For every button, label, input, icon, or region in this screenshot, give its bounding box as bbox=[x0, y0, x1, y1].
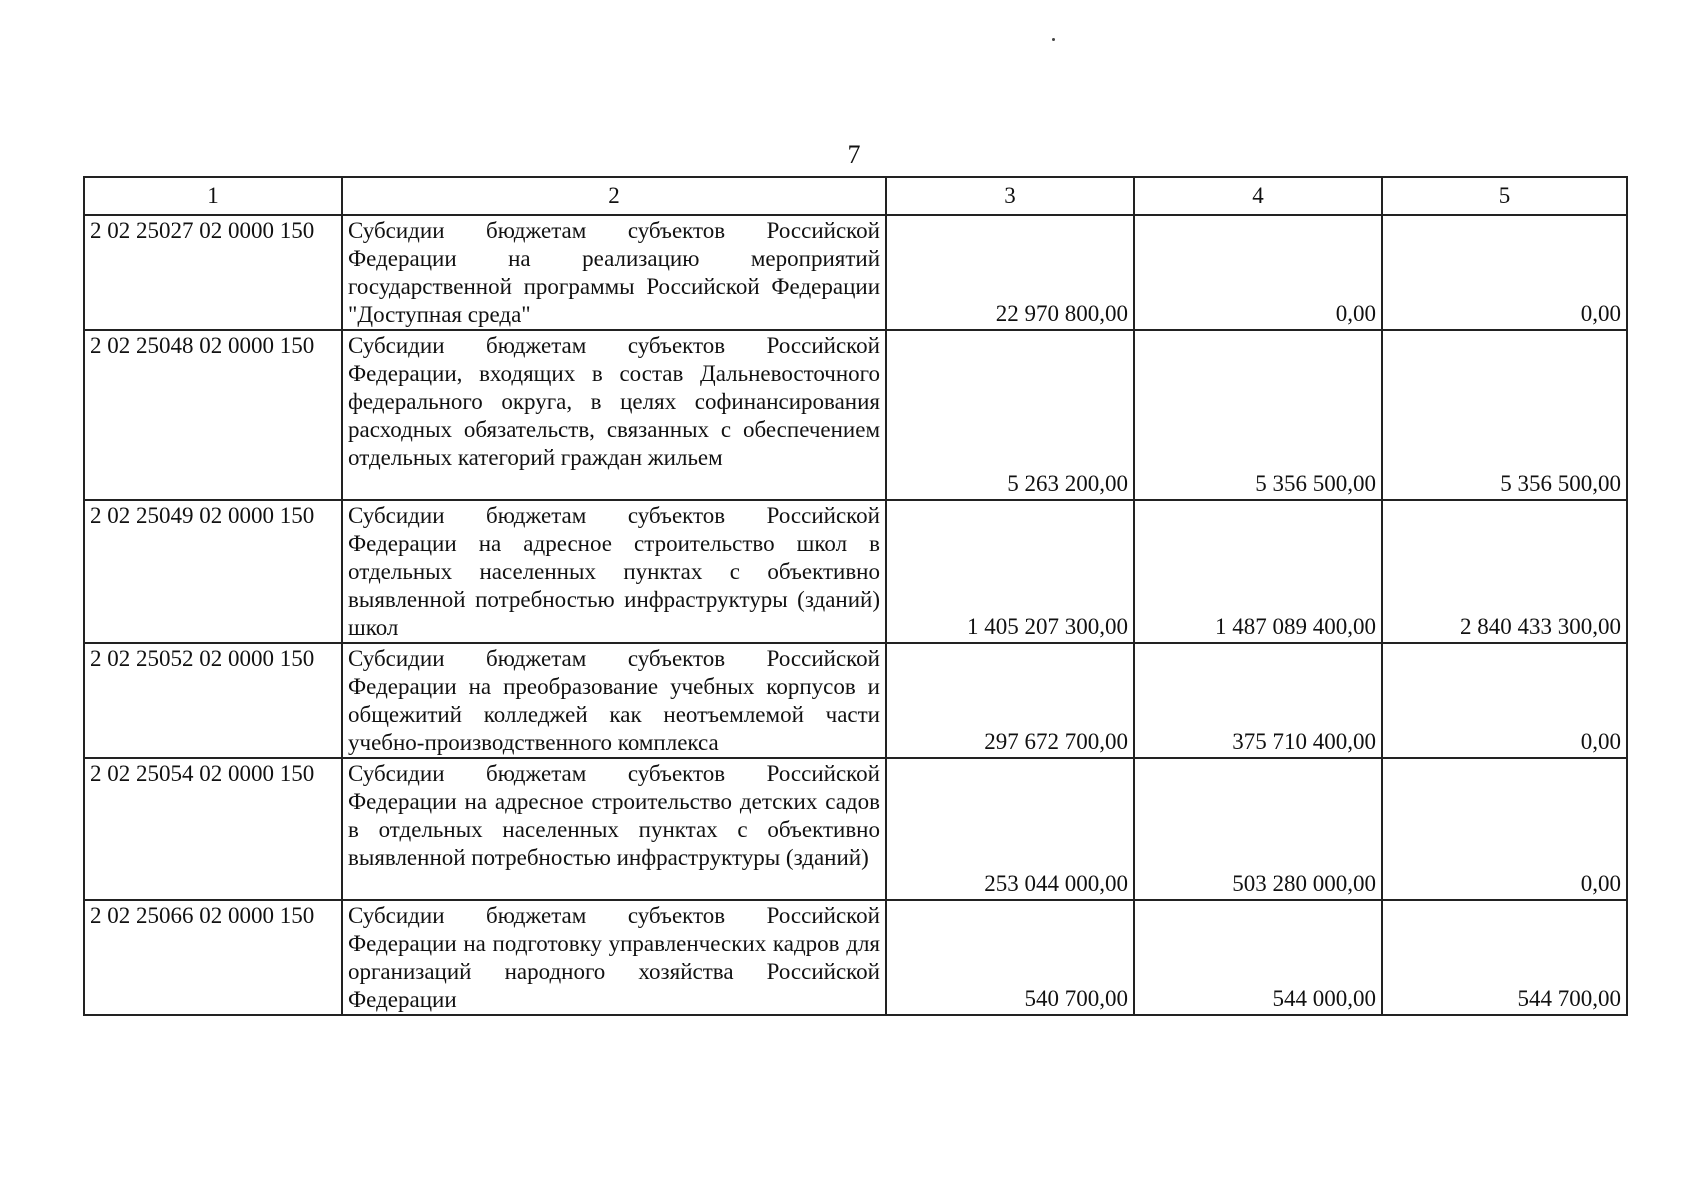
row-description: Субсидии бюджетам субъектов Российской Федерации на адресное строительство детских садов в отдельных населенных пунктах с объективно выявленной потребностью инфраструктуры (зданий) bbox=[342, 758, 886, 900]
table-row bbox=[84, 500, 1627, 643]
row-code: 2 02 25066 02 0000 150 bbox=[84, 900, 342, 1015]
row-amount-col5: 0,00 bbox=[1382, 215, 1627, 330]
row-amount-col3: 22 970 800,00 bbox=[886, 215, 1134, 330]
table-row bbox=[84, 215, 1627, 330]
row-amount-col5: 544 700,00 bbox=[1382, 900, 1627, 1015]
budget-table bbox=[83, 176, 1628, 1016]
table-row bbox=[84, 330, 1627, 500]
row-code: 2 02 25049 02 0000 150 bbox=[84, 500, 342, 643]
row-description: Субсидии бюджетам субъектов Российской Федерации, входящих в состав Дальневосточного федерального округа, в целях софинансирования расходных обязательств, связанных с обеспечением отдельных категорий граждан жильем bbox=[342, 330, 886, 500]
header-col-4: 4 bbox=[1134, 177, 1382, 215]
row-description: Субсидии бюджетам субъектов Российской Федерации на реализацию мероприятий государственной программы Российской Федерации "Доступная среда" bbox=[342, 215, 886, 330]
row-description: Субсидии бюджетам субъектов Российской Федерации на преобразование учебных корпусов и общежитий колледжей как неотъемлемой части учебно-производственного комплекса bbox=[342, 643, 886, 758]
row-code: 2 02 25054 02 0000 150 bbox=[84, 758, 342, 900]
page-number: 7 bbox=[847, 140, 861, 169]
row-amount-col5: 2 840 433 300,00 bbox=[1382, 500, 1627, 643]
header-col-3: 3 bbox=[886, 177, 1134, 215]
row-code: 2 02 25027 02 0000 150 bbox=[84, 215, 342, 330]
row-amount-col3: 297 672 700,00 bbox=[886, 643, 1134, 758]
row-amount-col3: 540 700,00 bbox=[886, 900, 1134, 1015]
header-col-1: 1 bbox=[84, 177, 342, 215]
table-header-row bbox=[84, 177, 1627, 215]
scan-speck bbox=[1052, 38, 1055, 41]
row-amount-col5: 5 356 500,00 bbox=[1382, 330, 1627, 500]
header-col-2: 2 bbox=[342, 177, 886, 215]
row-amount-col4: 375 710 400,00 bbox=[1134, 643, 1382, 758]
row-code: 2 02 25052 02 0000 150 bbox=[84, 643, 342, 758]
row-description: Субсидии бюджетам субъектов Российской Федерации на адресное строительство школ в отдельных населенных пунктах с объективно выявленной потребностью инфраструктуры (зданий) школ bbox=[342, 500, 886, 643]
row-amount-col4: 5 356 500,00 bbox=[1134, 330, 1382, 500]
table-row bbox=[84, 643, 1627, 758]
row-amount-col3: 5 263 200,00 bbox=[886, 330, 1134, 500]
row-amount-col3: 1 405 207 300,00 bbox=[886, 500, 1134, 643]
table-row bbox=[84, 900, 1627, 1015]
row-amount-col4: 1 487 089 400,00 bbox=[1134, 500, 1382, 643]
row-amount-col4: 544 000,00 bbox=[1134, 900, 1382, 1015]
row-amount-col5: 0,00 bbox=[1382, 758, 1627, 900]
row-amount-col5: 0,00 bbox=[1382, 643, 1627, 758]
row-amount-col4: 503 280 000,00 bbox=[1134, 758, 1382, 900]
header-col-5: 5 bbox=[1382, 177, 1627, 215]
row-description: Субсидии бюджетам субъектов Российской Федерации на подготовку управленческих кадров для организаций народного хозяйства Российской Федерации bbox=[342, 900, 886, 1015]
table-row bbox=[84, 758, 1627, 900]
row-amount-col3: 253 044 000,00 bbox=[886, 758, 1134, 900]
row-amount-col4: 0,00 bbox=[1134, 215, 1382, 330]
row-code: 2 02 25048 02 0000 150 bbox=[84, 330, 342, 500]
